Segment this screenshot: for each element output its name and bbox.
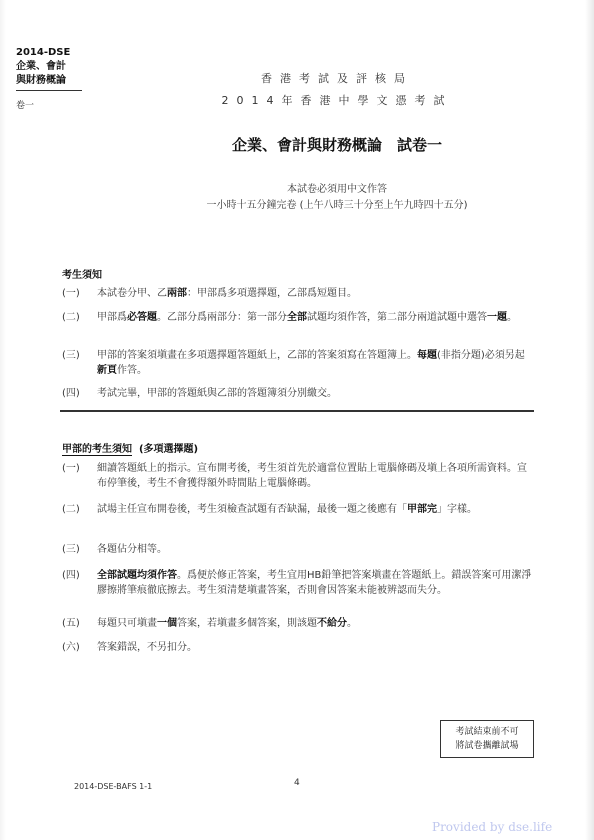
general-item: (四) 考試完畢，甲部的答題紙與乙部的答題簿須分別繳交。 xyxy=(62,388,337,399)
paper-number: 卷一 xyxy=(16,101,35,111)
paper-code: 2014-DSE-BAFS 1-1 xyxy=(74,782,153,791)
general-item: (一) 本試卷分甲、乙兩部：甲部爲多項選擇題，乙部爲短題目。 xyxy=(62,288,357,299)
section-a-item: (六) 答案錯誤，不另扣分。 xyxy=(62,642,197,653)
general-item: (三) 甲部的答案須塡畫在多項選擇題答題紙上，乙部的答案須寫在答題簿上。每題(非指分題)必須另起新頁作答。 xyxy=(62,350,525,376)
general-instructions-heading: 考生須知 xyxy=(62,270,102,281)
general-item: (二) 甲部爲必答題。乙部分爲兩部分：第一部分全部試題均須作答，第二部分兩道試題中選答一題。 xyxy=(62,312,517,323)
section-a-heading: 甲部的考生須知 (多項選擇題) xyxy=(62,444,199,455)
section-a-item: (二) 試場主任宣布開卷後，考生須檢查試題有否缺漏，最後一題之後應有「甲部完」字樣。 xyxy=(62,504,477,515)
paper-year: 2014-DSE xyxy=(16,47,71,58)
notice-line: 考試結束前不可 xyxy=(455,727,519,737)
language-note: 本試卷必須用中文作答 xyxy=(287,184,387,195)
exam-authority: 香港考試及評核局 xyxy=(261,72,413,85)
paper-label-rule xyxy=(16,90,82,91)
section-divider xyxy=(60,410,534,412)
section-a-item: (五) 每題只可塡畫一個答案，若塡畫多個答案，則該題不給分。 xyxy=(62,618,357,629)
paper-subject-2: 與財務概論 xyxy=(16,75,66,86)
section-a-item: (四) 全部試題均須作答。爲便於修正答案，考生宜用HB鉛筆把答案塡畫在答題紙上。錯誤答案可用潔淨膠擦將筆痕徹底擦去。考生須清楚塡畫答案，否則會因答案未能被辨認而失分。 xyxy=(62,570,532,596)
notice-line: 將試卷攜離試場 xyxy=(455,741,519,751)
exam-name: 2014年香港中學文憑考試 xyxy=(221,94,453,107)
section-a-item: (三) 各題佔分相等。 xyxy=(62,544,167,555)
duration-note: 一小時十五分鐘完卷 (上午八時三十分至上午九時四十五分) xyxy=(206,200,468,211)
page-number: 4 xyxy=(294,778,300,788)
watermark: Provided by dse.life xyxy=(432,820,553,834)
paper-title: 企業、會計與財務概論 試卷一 xyxy=(231,136,442,154)
paper-subject-1: 企業、會計 xyxy=(16,61,66,72)
exam-room-notice xyxy=(440,720,534,758)
section-a-item: (一) 細讀答題紙上的指示。宣布開考後，考生須首先於適當位置貼上電腦條碼及塡上各項所需資料。宣布停筆後，考生不會獲得額外時間貼上電腦條碼。 xyxy=(62,463,527,489)
